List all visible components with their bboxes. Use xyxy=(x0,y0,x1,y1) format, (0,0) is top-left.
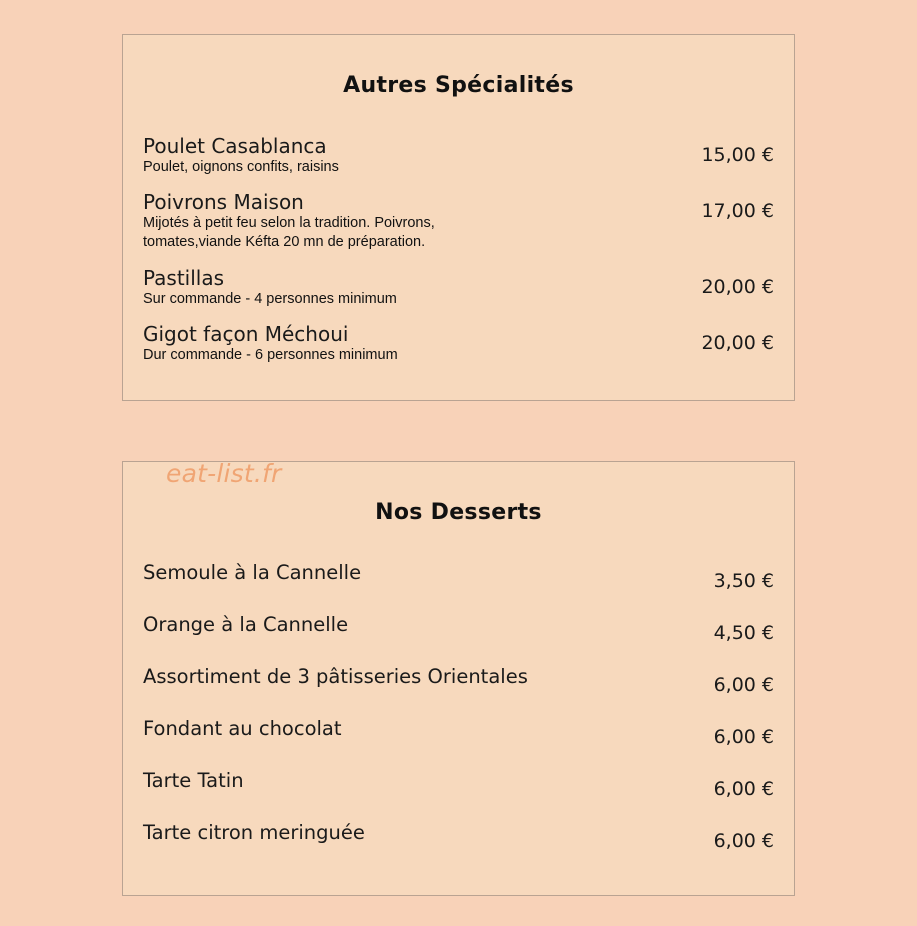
item-description: Sur commande - 4 personnes minimum xyxy=(143,291,397,307)
item-name: Poivrons Maison xyxy=(143,190,304,214)
item-price: 6,00 € xyxy=(713,830,774,852)
item-name: Tarte Tatin xyxy=(143,769,244,792)
menu-item xyxy=(143,769,774,800)
item-name: Semoule à la Cannelle xyxy=(143,561,362,584)
menu-item xyxy=(143,665,774,696)
item-price: 17,00 € xyxy=(701,200,774,222)
item-description: Poulet, oignons confits, raisins xyxy=(143,159,339,175)
item-price: 6,00 € xyxy=(713,674,774,696)
specialites-menu-card xyxy=(122,34,795,401)
item-price: 20,00 € xyxy=(701,276,774,298)
item-name: Orange à la Cannelle xyxy=(143,613,349,636)
item-price: 3,50 € xyxy=(713,570,774,592)
item-name: Tarte citron meringuée xyxy=(143,821,365,844)
item-name: Poulet Casablanca xyxy=(143,134,327,158)
item-name: Assortiment de 3 pâtisseries Orientales xyxy=(143,665,528,688)
item-name: Gigot façon Méchoui xyxy=(143,322,349,346)
item-price: 6,00 € xyxy=(713,778,774,800)
item-name: Fondant au chocolat xyxy=(143,717,342,740)
desserts-menu-card xyxy=(122,461,795,896)
item-price: 6,00 € xyxy=(713,726,774,748)
menu-item xyxy=(143,613,774,644)
watermark-text: eat-list.fr xyxy=(166,459,282,488)
item-name: Pastillas xyxy=(143,266,225,290)
item-description: Mijotés à petit feu selon la tradition. Poivrons, tomates,viande Kéfta 20 mn de préparation. xyxy=(143,215,435,250)
menu-item xyxy=(143,266,774,309)
item-price: 4,50 € xyxy=(713,622,774,644)
menu-item xyxy=(143,190,774,252)
item-description: Dur commande - 6 personnes minimum xyxy=(143,347,398,363)
menu-item xyxy=(143,561,774,592)
specialites-title: Autres Spécialités xyxy=(343,73,574,98)
menu-item xyxy=(143,821,774,852)
menu-item xyxy=(143,134,774,177)
menu-item xyxy=(143,322,774,365)
desserts-title: Nos Desserts xyxy=(375,500,542,525)
menu-item xyxy=(143,717,774,748)
item-price: 15,00 € xyxy=(701,144,774,166)
item-price: 20,00 € xyxy=(701,332,774,354)
